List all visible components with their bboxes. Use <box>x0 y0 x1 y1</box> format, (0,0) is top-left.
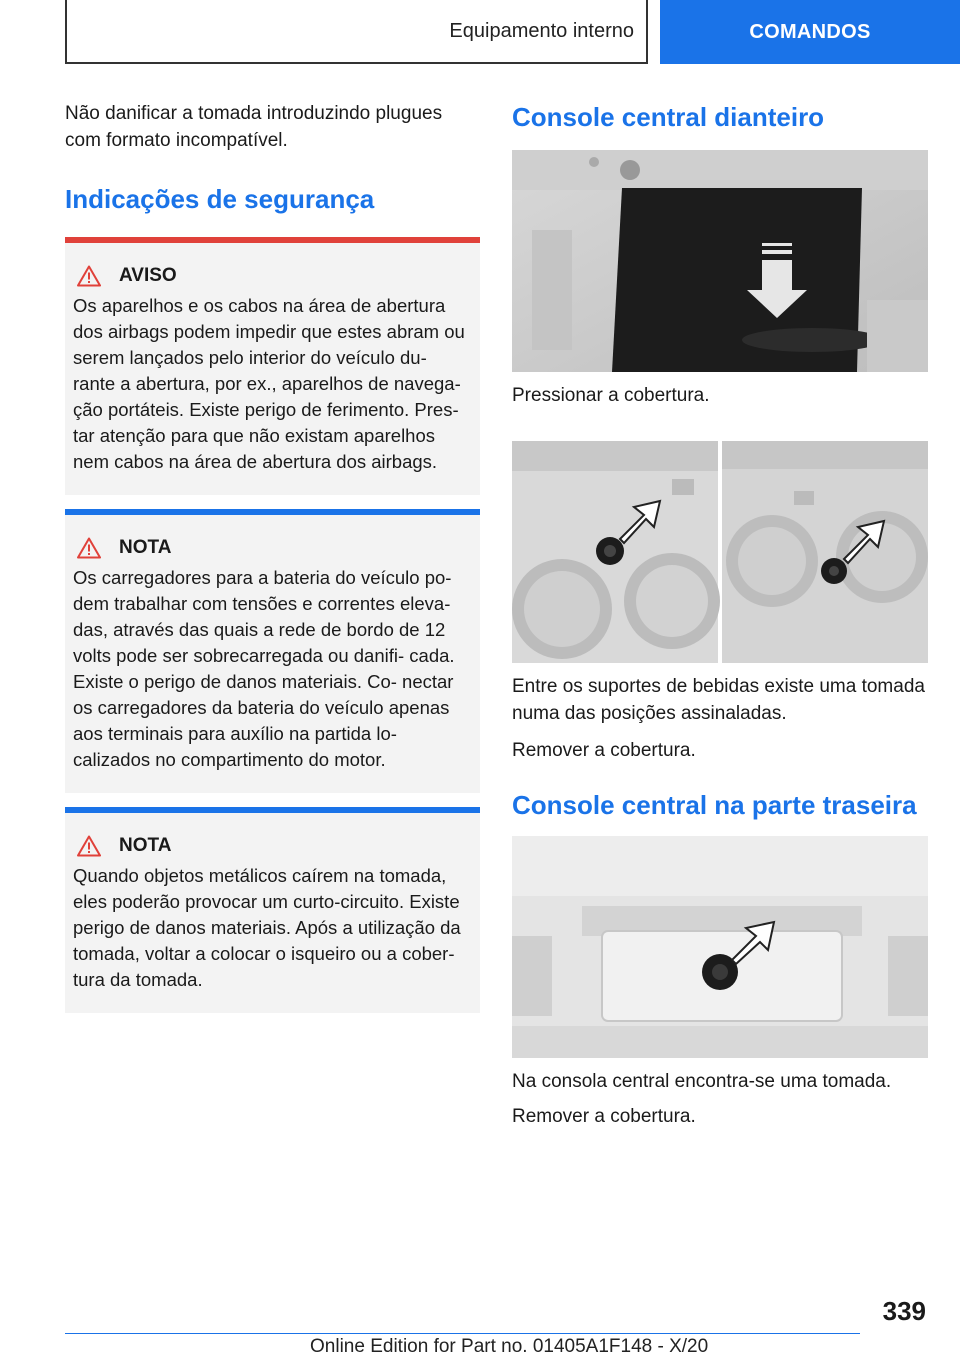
rear-console-heading: Console central na parte traseira <box>512 790 917 820</box>
intro-paragraph: Não danificar a tomada introduzindo plugues com formato incompatível. <box>65 103 443 151</box>
note-header <box>77 833 472 859</box>
chapter-tab <box>660 0 960 64</box>
note-header <box>77 535 472 561</box>
note-text: Os carregadores para a bateria do veículo po‐ dem trabalhar com tensões e correntes eleva‐ das, através das quais a rede de bordo de 12 volts pode ser sobrecarregada ou danifi‐ cada. Existe o perigo de danos materiais. Co‐ nectar os carregadores da bateria do veículo apenas aos terminais para auxílio na partida lo‐ calizados no compartimento do motor. <box>73 567 455 770</box>
note-box-metal-objects <box>65 807 480 1013</box>
warning-header <box>77 263 472 289</box>
left-column <box>65 100 480 1013</box>
warning-text: Os aparelhos e os cabos na área de abertura dos airbags podem impedir que estes abram ou serem lançados pelo interior do veículo du‐ rante a abertura, por ex., aparelhos de navega‐ ção portáteis. Existe perigo de ferimento. Pres‐ tar atenção para que não existam aparelhos nem cabos na área de abertura dos airbags. <box>73 295 465 472</box>
chapter-title: COMANDOS <box>749 20 871 43</box>
caption-remove-cover-front: Remover a cobertura. <box>512 740 696 761</box>
section-title: Equipamento interno <box>449 19 634 42</box>
caption-remove-cover-rear: Remover a cobertura. <box>512 1106 696 1127</box>
note-title: NOTA <box>119 537 172 558</box>
footer-edition: Online Edition for Part no. 01405A1F148 - X/20 <box>310 1336 709 1357</box>
warning-title: AVISO <box>119 265 177 286</box>
cupholder-socket-photos <box>512 441 928 663</box>
safety-heading: Indicações de segurança <box>65 184 375 214</box>
caption-cupholder-socket: Entre os suportes de bebidas existe uma tomada numa das posições assinaladas. <box>512 676 925 724</box>
front-console-cover-photo <box>512 150 928 372</box>
caption-press-cover: Pressionar a cobertura. <box>512 385 710 406</box>
warning-box <box>65 237 480 495</box>
page-number: 339 <box>882 1296 926 1326</box>
note-title: NOTA <box>119 835 172 856</box>
caution-triangle-icon <box>77 537 101 559</box>
front-console-heading: Console central dianteiro <box>512 102 825 132</box>
caution-triangle-icon <box>77 835 101 857</box>
note-text: Quando objetos metálicos caírem na tomada, eles poderão provocar um curto-circuito. Existe perigo de danos materiais. Após a utilização da tomada, voltar a colocar o isqueiro ou a cober‐ tura da tomada. <box>73 865 461 990</box>
right-column <box>512 100 928 1130</box>
caption-rear-socket: Na consola central encontra-se uma tomada. <box>512 1071 892 1092</box>
warning-triangle-icon <box>77 265 101 287</box>
rear-console-socket-photo <box>512 836 928 1058</box>
section-tab <box>65 0 648 64</box>
footer-divider <box>65 1333 860 1334</box>
note-box-charger <box>65 509 480 793</box>
